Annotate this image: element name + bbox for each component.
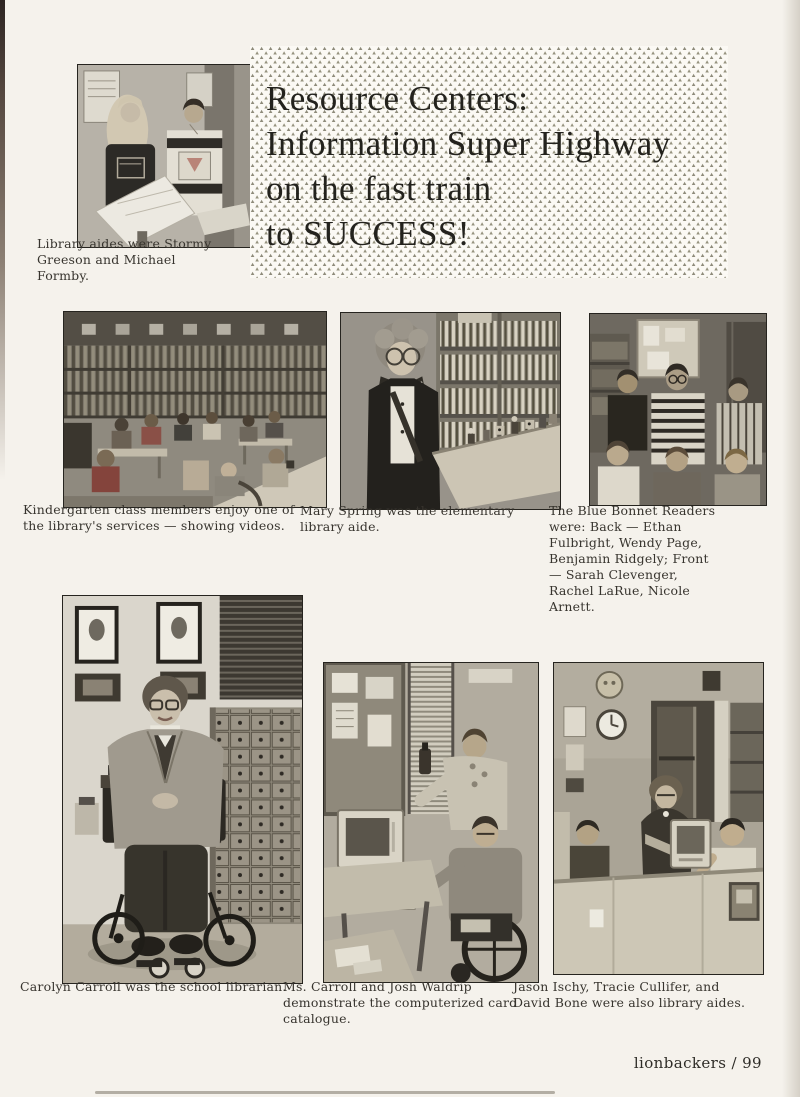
photo-kindergarten-class [63,311,327,508]
photo-kindergarten-illustration [64,312,326,507]
title-line-4: to SUCCESS! [266,214,470,253]
photo-card-catalogue-illustration [324,663,538,982]
photo-aides-at-desk [553,662,764,975]
title-line-1: Resource Centers: [266,79,529,118]
photo-library-aides [77,64,251,248]
footer-text: lionbackers / 99 [633,1054,762,1072]
caption-aides-at-desk: Jason Ischy, Tracie Cullifer, and David Bone were also library aides. [513,979,746,1010]
caption-card-catalogue: Ms. Carroll and Josh Waldrip demonstrate the computerized card catalogue. [283,979,518,1026]
caption-mary-spring: Mary Spring was the elementary library aide. [300,503,515,534]
photo-carolyn-carroll-illustration [63,596,302,983]
photo-card-catalogue-demo [323,662,539,983]
photo-carolyn-carroll [62,595,303,984]
scan-edge-shadow-right [782,0,800,1097]
photo-blue-bonnet-readers [589,313,767,506]
photo-blue-bonnet-illustration [590,314,766,505]
page-footer [634,1054,762,1072]
photo-mary-spring [340,312,561,510]
caption-kindergarten: Kindergarten class members enjoy one of the library's services — showing videos. [23,502,295,533]
caption-carolyn-carroll: Carolyn Carroll was the school librarian. [20,979,287,994]
photo-aides-desk-illustration [554,663,763,974]
photo-library-aides-illustration [78,65,250,247]
page-title [266,76,671,256]
title-banner [250,46,728,278]
scan-edge-artifact-left [0,0,5,480]
caption-blue-bonnet: The Blue Bonnet Readers were: Back — Ethan Fulbright, Wendy Page, Benjamin Ridgely; Front — Sarah Clevenger, Rachel LaRue, Nicole Arnett. [549,503,716,614]
title-line-3: on the fast train [266,169,492,208]
photo-mary-spring-illustration [341,313,560,509]
scan-line-bottom [95,1091,555,1094]
caption-library-aides: Library aides were Stormy Greeson and Michael Formby. [37,236,212,283]
title-line-2: Information Super Highway [266,124,671,163]
